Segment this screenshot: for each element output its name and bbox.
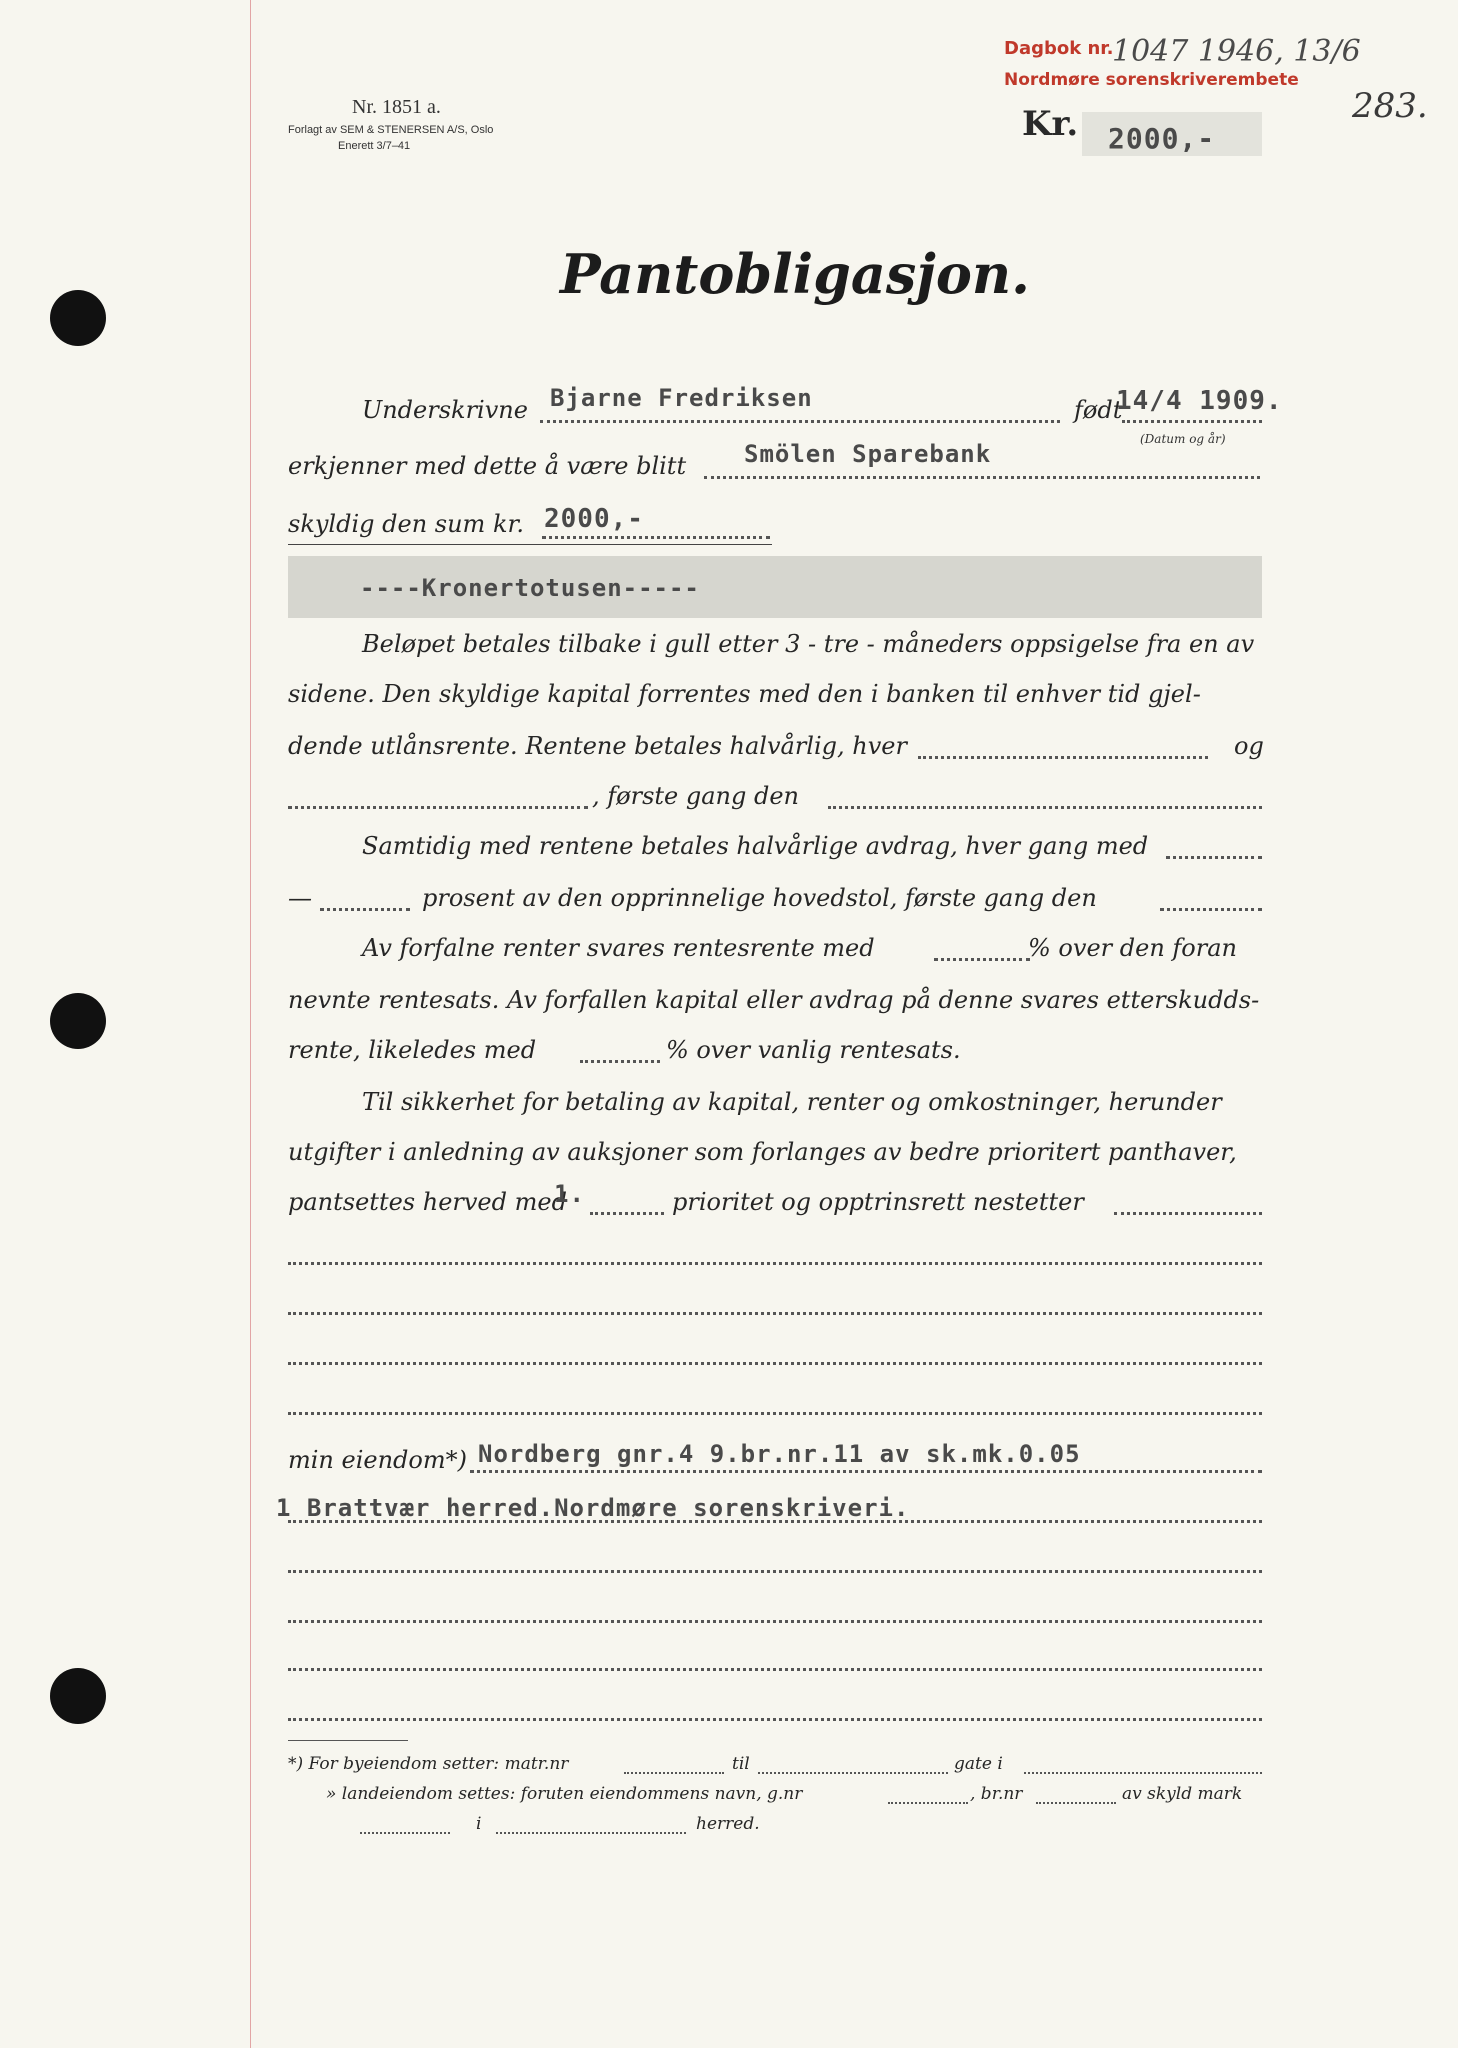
dotted-line [288,1412,1262,1415]
dotted-line [624,1772,724,1774]
body-line: prosent av den opprinnelige hovedstol, første gang den [422,884,1097,912]
dotted-line [1166,856,1262,859]
stamp-dagbok: Dagbok nr. [1004,38,1114,59]
punch-hole [50,993,106,1049]
dotted-line [918,756,1208,759]
dotted-line [758,1772,948,1774]
dotted-line [704,476,1260,479]
body-line: % over vanlig rentesats. [666,1036,961,1064]
body-line: , første gang den [592,782,799,810]
property-label: min eiendom*) [288,1446,467,1474]
body-line: utgifter i anledning av auksjoner som forlanges av bedre prioritert panthaver, [288,1138,1237,1166]
amount-value: 2000,- [1108,122,1216,155]
undersigned-value: Bjarne Fredriksen [550,384,813,412]
dotted-line [470,1470,1262,1473]
footnote-separator [288,1740,408,1741]
dotted-line [288,1620,1262,1623]
sum-value: 2000,- [544,504,644,534]
body-line: nevnte rentesats. Av forfallen kapital eller avdrag på denne svares etterskudds- [288,986,1260,1014]
dotted-line [1036,1802,1116,1804]
margin-line [250,0,251,2048]
body-line: % over den foran [1028,934,1237,962]
amount-in-words: ----Kronertotusen----- [360,574,700,602]
dotted-line [580,1060,660,1063]
born-hint: (Datum og år) [1140,432,1226,446]
dotted-line [1160,908,1262,911]
undersigned-label: Underskrivne [362,396,528,424]
dotted-line [288,1262,1262,1265]
creditor-label: erkjenner med dette å være blitt [288,452,687,480]
dotted-line [888,1802,968,1804]
dotted-line [542,536,770,539]
sum-label: skyldig den sum kr. [288,510,524,538]
dotted-line [320,908,410,911]
publisher-line: Enerett 3/7–41 [338,140,411,152]
dotted-line [360,1832,450,1834]
body-line: Til sikkerhet for betaling av kapital, renter og omkostninger, herunder [362,1088,1222,1116]
dotted-line [288,1312,1262,1315]
dotted-line [828,806,1262,809]
stamp-office: Nordmøre sorenskriverembete [1004,70,1299,90]
dotted-line [288,1570,1262,1573]
punch-hole [50,1668,106,1724]
dotted-line [1122,420,1262,423]
dotted-line [288,1362,1262,1365]
body-line: og [1234,732,1264,760]
punch-hole [50,290,106,346]
property-value: 1 Brattvær herred.Nordmøre sorenskriveri. [276,1494,910,1522]
body-line: sidene. Den skyldige kapital forrentes med den i banken til enhver tid gjel- [288,680,1201,708]
publisher-line: Forlagt av SEM & STENERSEN A/S, Oslo [288,124,494,136]
footnote-line: *) For byeiendom setter: matr.nr [288,1754,569,1774]
amount-label: Kr. [1022,104,1079,144]
born-value: 14/4 1909. [1116,386,1283,416]
dotted-line [288,1718,1262,1721]
creditor-value: Smölen Sparebank [744,440,992,468]
form-number: Nr. 1851 a. [352,96,441,118]
body-line: — [288,884,312,912]
priority-value: 1. [554,1180,585,1208]
property-value: Nordberg gnr.4 9.br.nr.11 av sk.mk.0.05 [478,1440,1081,1468]
dotted-line [288,806,588,809]
body-line: Samtidig med rentene betales halvårlige avdrag, hver gang med [362,832,1149,860]
dotted-line [1114,1212,1262,1215]
body-line: prioritet og opptrinsrett nestetter [672,1188,1084,1216]
dotted-line [288,1668,1262,1671]
dotted-line [1024,1772,1262,1774]
dotted-line [934,958,1030,961]
dotted-line [590,1212,664,1215]
dotted-line [496,1832,686,1834]
body-line: Av forfalne renter svares rentesrente med [362,934,875,962]
body-line: dende utlånsrente. Rentene betales halvårlig, hver [288,732,907,760]
page-number: 283. [1352,86,1428,126]
footnote-line: , br.nr [970,1784,1023,1804]
document-title: Pantobligasjon. [560,242,1030,306]
footnote-line: gate i [954,1754,1003,1774]
footnote-line: til [732,1754,750,1774]
footnote-line: herred. [696,1814,760,1834]
born-label: født [1074,396,1123,424]
body-line: pantsettes herved med [288,1188,567,1216]
dotted-line [540,420,1060,423]
footnote-line: » landeiendom settes: foruten eiendommens navn, g.nr [326,1784,803,1804]
handwritten-reference: 1047 1946, 13/6 [1112,34,1361,69]
body-line: rente, likeledes med [288,1036,537,1064]
body-line: Beløpet betales tilbake i gull etter 3 - tre - måneders oppsigelse fra en av [362,630,1255,658]
footnote-line: i [476,1814,482,1834]
underline [288,544,772,545]
footnote-line: av skyld mark [1122,1784,1243,1804]
